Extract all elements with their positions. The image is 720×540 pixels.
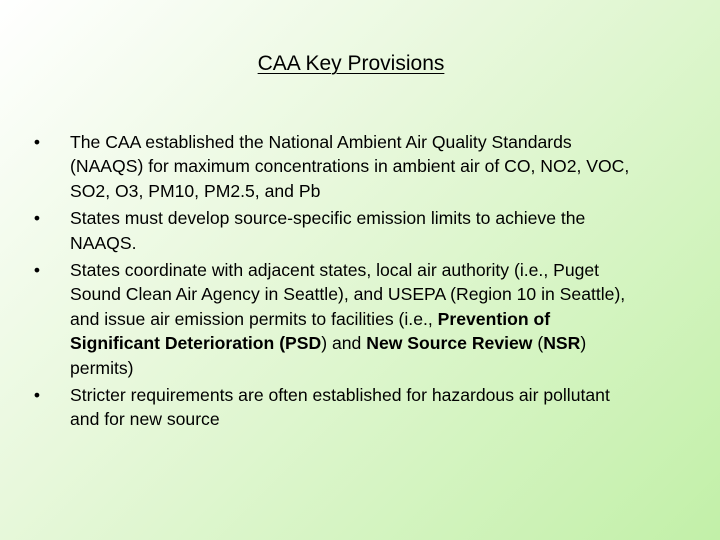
bullet-item <box>26 130 636 203</box>
bullet-text-part: ( <box>532 333 544 354</box>
bullet-list <box>26 130 636 435</box>
bullet-text-part: States coordinate with adjacent states, local air authority (i.e., Puget Sound Clean Air Agency in Seattle), and USEPA (Region 10 in Seattle), and issue air emission permits to facilities (i.e., <box>70 260 626 329</box>
bullet-text: The CAA established the National Ambient Air Quality Standards (NAAQS) for maximum concentrations in ambient air of CO, NO2, VOC, SO2, O3, PM10, PM2.5, and Pb <box>70 132 630 201</box>
bullet-text-part: ) and <box>321 333 367 354</box>
bullet-item <box>26 383 636 432</box>
bullet-text: Stricter requirements are often established for hazardous air pollutant and for new source <box>70 385 610 430</box>
slide-title: CAA Key Provisions <box>257 52 445 75</box>
bullet-bold-psd: Prevention of Significant Deterioration (PSD <box>70 308 551 354</box>
bullet-item <box>26 258 636 380</box>
bullet-marker: • <box>33 208 41 229</box>
bullet-bold-nsr: NSR <box>543 333 581 354</box>
bullet-item <box>26 206 636 255</box>
bullet-text: States must develop source-specific emission limits to achieve the NAAQS. <box>70 208 586 253</box>
bullet-marker: • <box>33 260 41 281</box>
bullet-bold-nsr-name: New Source Review <box>366 333 533 354</box>
bullet-marker: • <box>33 385 41 406</box>
bullet-marker: • <box>33 132 41 152</box>
bullet-text-part: ) permits) <box>70 333 587 378</box>
